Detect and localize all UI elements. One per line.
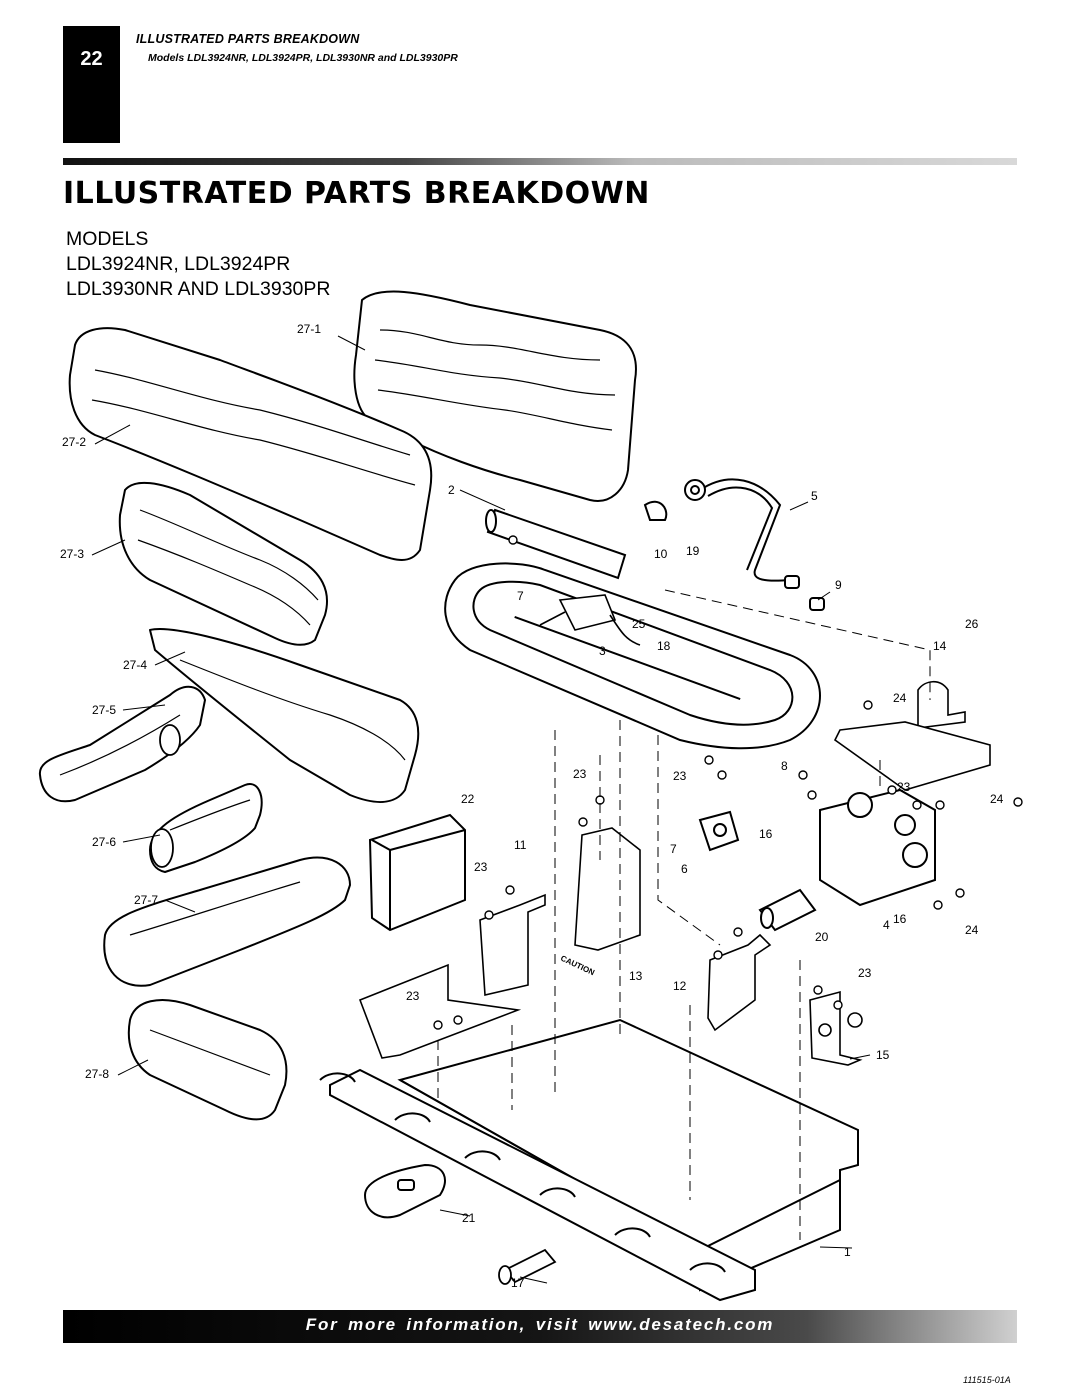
callout-17: 17 (511, 1276, 525, 1290)
callout-18: 18 (657, 639, 671, 653)
page-title: ILLUSTRATED PARTS BREAKDOWN (63, 176, 650, 211)
bracket-14 (918, 682, 965, 728)
footer-bar (63, 1310, 1017, 1343)
callout-2: 2 (448, 483, 455, 497)
callout-23b: 23 (673, 769, 687, 783)
callout-9: 9 (835, 578, 842, 592)
bracket-13 (575, 828, 640, 950)
remote-receiver-22 (370, 815, 465, 930)
callout-15: 15 (876, 1048, 890, 1062)
callout-22: 22 (461, 792, 475, 806)
document-code: 111515-01A (963, 1375, 1011, 1385)
callout-27-4: 27-4 (123, 658, 148, 672)
caution-label: CAUTION (559, 953, 596, 978)
callout-27-6: 27-6 (92, 835, 117, 849)
callout-5: 5 (811, 489, 818, 503)
callout-4: 4 (883, 918, 890, 932)
callout-3: 3 (599, 644, 606, 658)
callout-12: 12 (673, 979, 687, 993)
callout-16b: 16 (893, 912, 907, 926)
log-27-7 (104, 858, 350, 986)
callout-27-7: 27-7 (134, 893, 159, 907)
models-line-1: LDL3924NR, LDL3924PR (66, 253, 291, 275)
callout-23a: 23 (573, 767, 587, 781)
callout-7b: 7 (670, 842, 677, 856)
callout-23d: 23 (474, 860, 488, 874)
callout-13: 13 (629, 969, 643, 983)
baffle-10 (645, 502, 666, 520)
callout-20: 20 (815, 930, 829, 944)
callout-7a: 7 (517, 589, 524, 603)
log-27-8 (129, 1000, 287, 1119)
page-number: 22 (80, 48, 103, 70)
callout-25: 25 (632, 617, 646, 631)
callout-14: 14 (933, 639, 947, 653)
callout-26: 26 (965, 617, 979, 631)
callout-23f: 23 (858, 966, 872, 980)
callout-6: 6 (681, 862, 688, 876)
plate-24 (835, 722, 990, 790)
callout-27-1: 27-1 (297, 322, 322, 336)
callout-24a: 24 (893, 691, 907, 705)
running-header-subtitle: Models LDL3924NR, LDL3924PR, LDL3930NR and LDL3930PR (148, 52, 458, 64)
callout-27-3: 27-3 (60, 547, 85, 561)
callout-11: 11 (514, 838, 527, 852)
callout-27-8: 27-8 (85, 1067, 110, 1081)
bracket-12 (708, 935, 770, 1030)
callout-24b: 24 (990, 792, 1004, 806)
callout-23c: 23 (897, 780, 911, 794)
callout-21: 21 (462, 1211, 476, 1225)
bracket-11 (480, 895, 545, 995)
remote-control-21 (365, 1165, 445, 1217)
callout-8: 8 (781, 759, 788, 773)
callout-16a: 16 (759, 827, 773, 841)
callout-10: 10 (654, 547, 668, 561)
models-heading: MODELS (66, 228, 149, 250)
callout-27-2: 27-2 (62, 435, 87, 449)
callout-19: 19 (686, 544, 700, 558)
callout-23e: 23 (406, 989, 420, 1003)
callout-24c: 24 (965, 923, 979, 937)
footer-website-text: For more information, visit www.desatech.com (305, 1315, 775, 1334)
callout-1: 1 (844, 1245, 851, 1259)
callout-27-5: 27-5 (92, 703, 117, 717)
models-line-2: LDL3930NR AND LDL3930PR (66, 278, 331, 300)
running-header-title: ILLUSTRATED PARTS BREAKDOWN (136, 32, 360, 46)
